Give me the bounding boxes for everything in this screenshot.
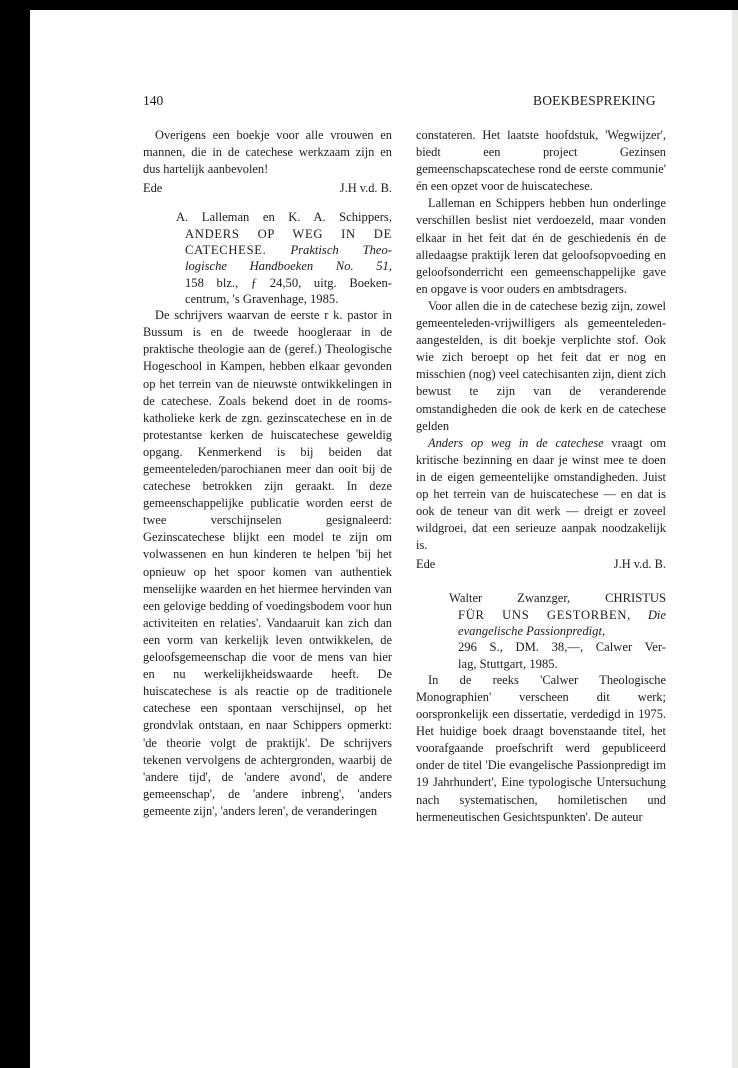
page-number: 140 <box>143 93 164 108</box>
reference-publication-info: 296 S., DM. 38,—, Calwer Ver- <box>458 640 666 655</box>
paragraph-audience: Voor allen die in de catechese bezig zijn, zowel gemeenteleden-vrijwilligers als gemeenteleden-aangestelden, is dit boekje verplichte stof. Ook wie zich beroept op het feit dat er nog en misschien (nog) veel catechisanten zijn, dient zich bewust te zijn van de veranderende omstandigheden die ook de kerk en de catechese gelden <box>416 298 666 433</box>
reference-series: logische Handboeken No. 51, <box>185 259 392 274</box>
reference-subtitle: evangelische Passionpredigt, <box>458 624 606 639</box>
reference-subtitle: Praktisch Theo- <box>290 242 392 257</box>
review-signature <box>143 180 392 197</box>
review-body: In de reeks 'Calwer Theologische Monographien' verscheen dit werk; oorspronkelijk een dissertatie, verdedigd in 1975. Het huidige boek draagt bovenstaande titel, het voorafgaande proefschrift werd gepubliceerd onder de titel 'Die evangelische Passionpredigt im 19 Jahrhundert', Eine typologische Untersuchung nach systematischen, homiletischen und hermeneutischen Gesichtspunkten'. De auteur <box>416 672 666 824</box>
review-reference <box>449 590 666 671</box>
signature-name: J.H v.d. B. <box>613 557 666 572</box>
scan-border-top <box>30 0 738 10</box>
signature-place: Ede <box>416 557 436 572</box>
review-reference <box>176 209 392 307</box>
reference-title-continued: FÜR UNS GESTORBEN, Die <box>458 607 666 622</box>
intro-paragraph: Overigens een boekje voor alle vrouwen en mannen, die in de catechese werkzaam zijn en dus hartelijk aanbevolen! <box>143 128 392 177</box>
reference-title: ANDERS OP WEG IN DE <box>185 226 392 241</box>
review-signature <box>416 556 666 573</box>
review-body: De schrijvers waarvan de eerste r k. pastor in Bussum is en de tweede hoogleraar in de praktische theologie aan de (geref.) Theologische Hogeschool in Kampen, hebben elkaar gevonden op het terrein van de nieuwste ontwikkelingen in de catechese. Zoals bekend doet in de rooms-katholieke kerk de zgn. gezinscatechese en in de protestantse kerken de huiscatechese geweldig opgang. Kenmerkend is bij beiden dat gemeenteleden/parochianen meer dan ooit bij de catechese betrokken zijn geraakt. In deze gemeenschappelijke publicatie worden eerst de twee verschijnselen gesignaleerd: Gezinscatechese blijkt een model te zijn om volwassenen en hun kinderen te helpen 'bij het opnieuw op het spoor komen van authentiek menselijke waarden en het hiermee hervinden van een gelovige bedding of voedingsbodem voor hun activiteiten en relaties'. Vandaaruit kan zich dan een vorm van kerkelijk leven ontwikkelen, de geloofsgemeenschap die voor de mens van hier en nu werkelijkheidswaarde heeft. De huiscatechese is als reactie op de traditionele catechese een spontaan verschijnsel, op het grondvlak ontstaan, en naar Schippers opmerkt: 'de theorie volgt de praktijk'. De schrijvers tekenen vervolgens de achtergronden, waarbij de 'andere tijd', de 'andere avond', de andere gemeenschap', de 'andere inbreng', 'anders gemeente zijn', 'anders leren', de veranderingen <box>143 308 392 818</box>
reference-title-continued: CATECHESE. Praktisch Theo- <box>185 242 392 257</box>
signature-place: Ede <box>143 181 163 196</box>
right-column <box>416 127 666 826</box>
reference-publisher: lag, Stuttgart, 1985. <box>458 656 558 671</box>
continued-paragraph: constateren. Het laatste hoofdstuk, 'Wegwijzer', biedt een project Gezinsen gemeenschapscatechese rond de eerste communie' én een opzet voor de huiscatechese. <box>416 128 666 194</box>
left-column <box>143 127 392 820</box>
running-head: BOEKBESPREKING <box>533 93 656 108</box>
reference-author-title: Walter Zwanzger, CHRISTUS <box>449 591 666 606</box>
reference-publisher: centrum, 's Gravenhage, 1985. <box>185 291 339 306</box>
reference-authors: A. Lalleman en K. A. Schippers, <box>176 210 392 225</box>
scan-border-left <box>0 0 30 1068</box>
signature-name: J.H v.d. B. <box>339 181 392 196</box>
paragraph-lalleman: Lalleman en Schippers hebben hun onderlinge verschillen beslist niet verdoezeld, maar vonden elkaar in het feit dat én de geschiedenis én de alledaagse praktijk leren dat geloofsopvoeding en geloofsonderricht een gemeenschappelijke gave en opgave is voor ouders en ambtsdragers. <box>416 196 666 296</box>
book-title-mention: Anders op weg in de catechese <box>428 435 604 450</box>
scan-border-right <box>732 10 738 1068</box>
paragraph-conclusion: Anders op weg in de catechese vraagt om kritische bezinning en daar je winst mee te doen in de eigen gemeentelijke omstandigheden. Juist op het terrein van de huiscatechese — en dat is ook de teneur van dit werk — dreigt er zoveel wildgroei, dat een serieuze aanpak noodzakelijk is. <box>416 435 666 553</box>
reference-publication-info: 158 blz., ƒ 24,50, uitg. Boeken- <box>185 275 392 290</box>
